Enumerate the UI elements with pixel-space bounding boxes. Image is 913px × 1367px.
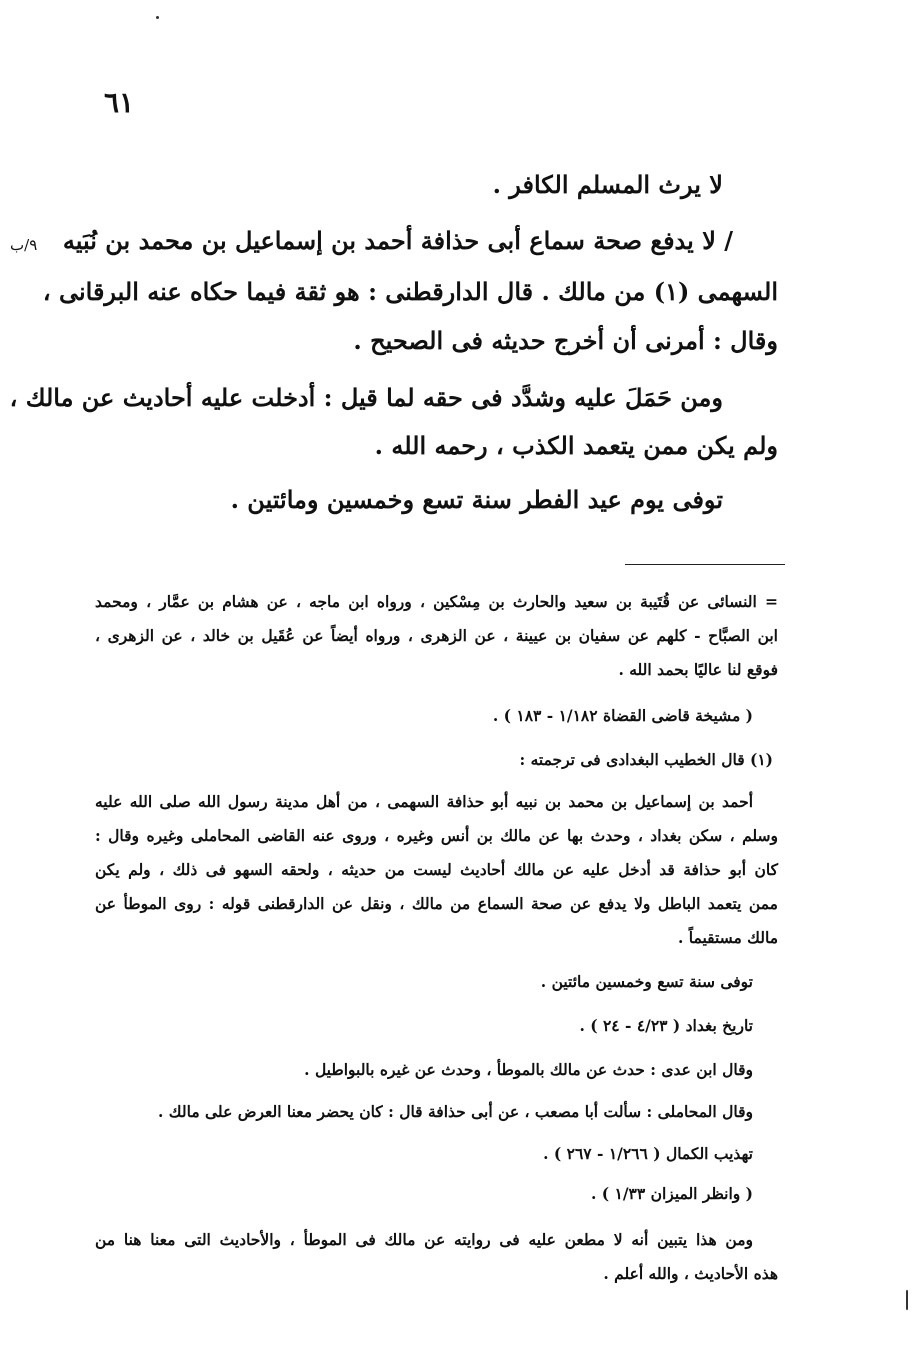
footnote-line-14: وقال المحاملى : سألت أبا مصعب ، عن أبى حذافة قال : كان يحضر معنا العرض على مالك .: [158, 1102, 753, 1121]
scan-speck: [156, 16, 159, 19]
main-line-2: / لا يدفع صحة سماع أبى حذافة أحمد بن إسماعيل بن محمد بن نُبَيه: [62, 226, 733, 255]
footnote-divider: [625, 564, 785, 565]
scan-speck: [906, 1290, 908, 1310]
footnote-line-2: ابن الصبَّاح - كلهم عن سفيان بن عيينة ، عن الزهرى ، ورواه أيضاً عن عُقَيل بن خالد ، عن الزهرى ،: [95, 626, 778, 645]
footnote-line-13: وقال ابن عدى : حدث عن مالك بالموطأ ، وحدث عن غيره بالبواطيل .: [304, 1060, 753, 1079]
footnote-line-3: فوقع لنا عاليًا بحمد الله .: [618, 660, 778, 679]
footnote-line-8: كان أبو حذافة قد أدخل عليه عن مالك أحاديث ليست من حديثه ، ولحقه السهو فى ذلك ، ولم يكن: [95, 860, 778, 879]
page-number: ٦١: [104, 86, 135, 119]
main-line-6: ولم يكن ممن يتعمد الكذب ، رحمه الله .: [374, 431, 778, 460]
main-line-1: لا يرث المسلم الكافر .: [492, 170, 723, 199]
main-line-3: السهمى (١) من مالك . قال الدارقطنى : هو ثقة فيما حكاه عنه البرقانى ،: [42, 277, 778, 306]
footnote-line-16: ( وانظر الميزان ١/٣٣ ) .: [591, 1184, 753, 1203]
main-line-7: توفى يوم عيد الفطر سنة تسع وخمسين ومائتين .: [230, 485, 723, 514]
footnote-line-9: ممن يتعمد الباطل ولا يدفع عن صحة السماع من مالك ، ونقل عن الدارقطنى قوله : روى الموطأ عن: [95, 894, 778, 913]
footnote-line-11: توفى سنة تسع وخمسين مائتين .: [540, 972, 753, 991]
footnote-line-15: تهذيب الكمال ( ١/٢٦٦ - ٢٦٧ ) .: [543, 1144, 753, 1163]
footnote-line-1: = النسائى عن قُتَيبة بن سعيد والحارث بن مِسْكين ، ورواه ابن ماجه ، عن هشام بن عمَّار ، ومحمد: [95, 592, 778, 611]
footnote-line-10: مالك مستقيماً .: [677, 928, 778, 947]
main-line-4: وقال : أمرنى أن أخرج حديثه فى الصحيح .: [353, 326, 778, 355]
main-line-5: ومن حَمَلَ عليه وشدَّد فى حقه لما قيل : أدخلت عليه أحاديث عن مالك ،: [9, 383, 723, 412]
margin-folio-reference: ٩/ب: [10, 236, 38, 254]
footnote-line-4: ( مشيخة قاضى القضاة ١/١٨٢ - ١٨٣ ) .: [492, 706, 753, 725]
footnote-line-7: وسلم ، سكن بغداد ، وحدث بها عن مالك بن أنس وغيره ، وروى عنه القاضى المحاملى وغيره وقال :: [95, 826, 778, 845]
footnote-line-12: تاريخ بغداد ( ٤/٢٣ - ٢٤ ) .: [579, 1016, 753, 1035]
footnote-line-18: هذه الأحاديث ، والله أعلم .: [603, 1264, 778, 1283]
footnote-line-6: أحمد بن إسماعيل بن محمد بن نبيه أبو حذافة السهمى ، من أهل مدينة رسول الله صلى الله عليه: [95, 792, 753, 811]
footnote-line-17: ومن هذا يتبين أنه لا مطعن عليه فى روايته عن مالك فى الموطأ ، والأحاديث التى معنا هنا من: [95, 1230, 753, 1249]
footnote-line-5: (١) قال الخطيب البغدادى فى ترجمته :: [519, 750, 773, 769]
